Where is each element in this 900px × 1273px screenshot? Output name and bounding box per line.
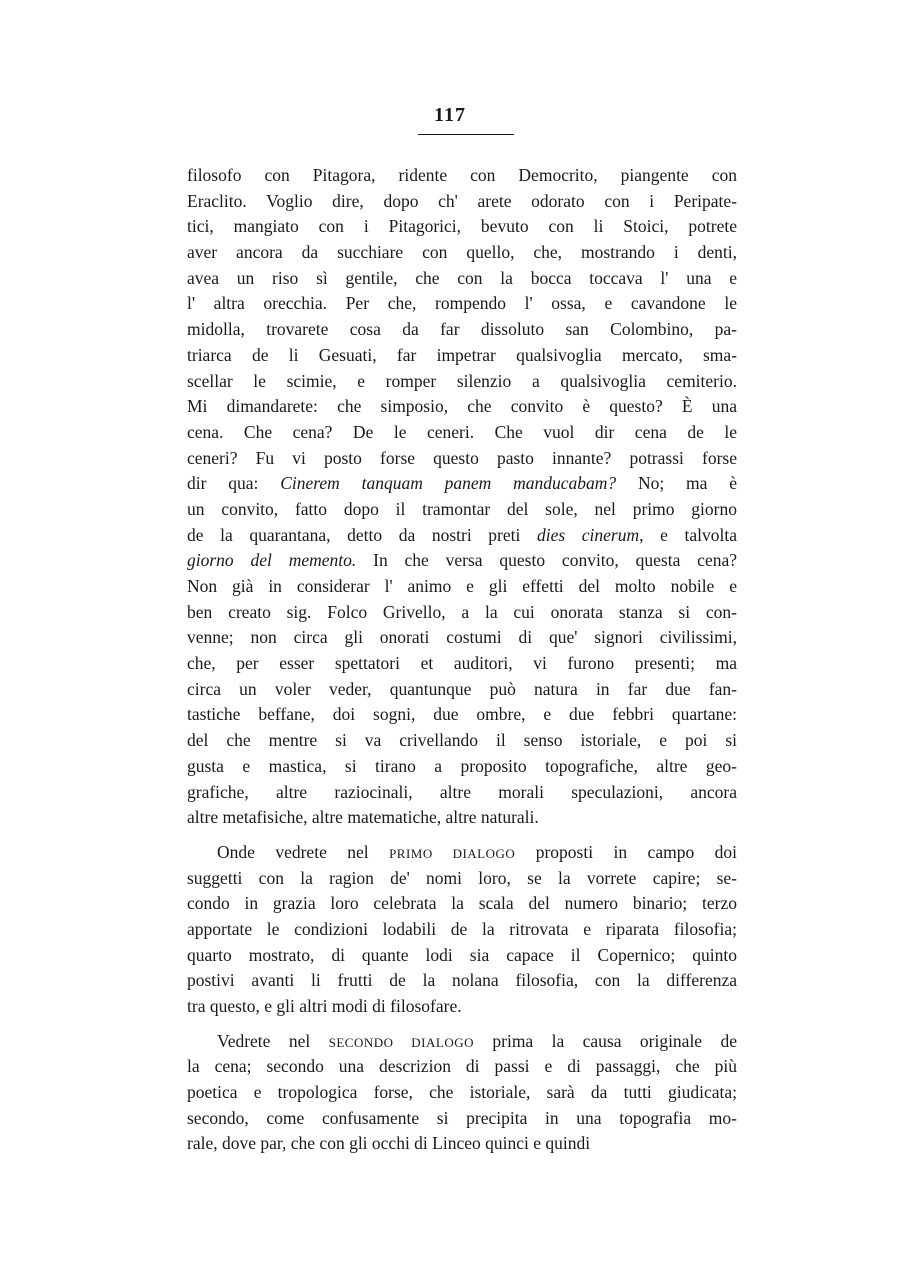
text-run: tra questo, e gli altri modi di filosofare. [187, 996, 462, 1016]
paragraph-p2 [187, 840, 737, 1020]
text-run: altre metafisiche, altre matematiche, altre naturali. [187, 807, 539, 828]
text-run: secondo, come confusamente si precipita in una topografia mo- [187, 1107, 737, 1128]
text-line [187, 497, 737, 523]
text-run: del che mentre si va crivellando il senso istoriale, e poi si [187, 730, 737, 751]
text-line [187, 780, 737, 806]
text-line [187, 702, 737, 728]
body-text [187, 163, 737, 1157]
text-line [187, 943, 737, 969]
text-run: che, per esser spettatori et auditori, vi furono presenti; ma [187, 653, 737, 674]
text-run: Cinerem tanquam panem manducabam? [280, 473, 617, 494]
text-line [187, 291, 737, 317]
text-run: PRIMO DIALOGO [389, 845, 516, 861]
text-run: filosofo con Pitagora, ridente con Democrito, piangente con [187, 165, 737, 185]
text-run: circa un voler veder, quantunque può natura in far due fan- [187, 678, 737, 699]
text-line [187, 600, 737, 626]
text-run: midolla, trovarete cosa da far dissoluto san Colombino, pa- [187, 319, 737, 340]
text-run: Mi dimandarete: che simposio, che convito è questo? È una [187, 396, 737, 417]
text-line [187, 1106, 737, 1132]
text-line [187, 625, 737, 651]
text-run: condo in grazia loro celebrata la scala del numero binario; terzo [187, 893, 737, 914]
text-run: scellar le scimie, e romper silenzio a qualsivoglia cemiterio. [187, 370, 737, 391]
text-line [187, 317, 737, 343]
text-run: quarto mostrato, di quante lodi sia capace il Copernico; quinto [187, 944, 737, 965]
text-line [187, 1080, 737, 1106]
text-run: triarca de li Gesuati, far impetrar qualsivoglia mercato, sma- [187, 344, 737, 365]
text-run: proposti in campo doi [515, 841, 737, 862]
text-run: , e talvolta [639, 524, 737, 545]
paragraph-gap [187, 831, 737, 840]
text-run: l' altra orecchia. Per che, rompendo l' ossa, e cavandone le [187, 293, 737, 314]
text-line [187, 891, 737, 917]
text-line [187, 240, 737, 266]
text-line [187, 866, 737, 892]
text-line [187, 574, 737, 600]
text-line [187, 677, 737, 703]
text-line [187, 754, 737, 780]
text-run: In che versa questo convito, questa cena? [356, 550, 737, 571]
text-line [187, 968, 737, 994]
text-line [187, 728, 737, 754]
text-run: de la quarantana, detto da nostri preti [187, 524, 537, 545]
text-line [187, 189, 737, 215]
text-run: la cena; secondo una descrizion di passi e di passaggi, che più [187, 1056, 737, 1077]
text-run: postivi avanti li frutti de la nolana filosofia, con la differenza [187, 970, 737, 991]
text-line [187, 471, 737, 497]
text-run: tastiche beffane, doi sogni, due ombre, e due febbri quartane: [187, 704, 737, 725]
page-number: 117 [434, 104, 466, 126]
text-line [187, 343, 737, 369]
text-run: Vedrete nel [217, 1030, 329, 1051]
text-line [187, 1029, 737, 1055]
text-line [187, 420, 737, 446]
text-line [187, 369, 737, 395]
text-run: dies cinerum [536, 524, 640, 545]
text-run: tici, mangiato con i Pitagorici, bevuto con li Stoici, potrete [187, 216, 737, 237]
text-line [187, 651, 737, 677]
text-line [187, 917, 737, 943]
text-run: avea un riso sì gentile, che con la bocca toccava l' una e [187, 267, 737, 288]
text-run: gusta e mastica, si tirano a proposito topografiche, altre geo- [187, 755, 737, 776]
text-run: suggetti con la ragion de' nomi loro, se la vorrete capire; se- [187, 867, 737, 888]
text-run: ceneri? Fu vi posto forse questo pasto innante? potrassi forse [187, 447, 737, 468]
text-line [187, 394, 737, 420]
text-line [187, 548, 737, 574]
text-line [187, 1054, 737, 1080]
text-run: SECONDO DIALOGO [328, 1034, 474, 1050]
paragraph-gap [187, 1020, 737, 1029]
text-line [187, 446, 737, 472]
text-run: dir qua: [187, 473, 281, 494]
text-run: poetica e tropologica forse, che istoriale, sarà da tutti giudicata; [187, 1082, 737, 1103]
text-run: rale, dove par, che con gli occhi di Linceo quinci e quindi [187, 1133, 591, 1154]
text-run: Non già in considerar l' animo e gli effetti del molto nobile e [187, 576, 737, 596]
text-run: un convito, fatto dopo il tramontar del sole, nel primo giorno [187, 498, 737, 519]
text-line [187, 214, 737, 240]
text-run: Onde vedrete nel [217, 841, 390, 862]
text-run: No; ma è [616, 473, 737, 494]
text-run: aver ancora da succhiare con quello, che, mostrando i denti, [187, 242, 737, 263]
text-line [187, 163, 737, 189]
text-run: giorno del memento. [187, 550, 357, 571]
text-run: Eraclito. Voglio dire, dopo ch' arete odorato con i Peripate- [187, 190, 737, 211]
text-line [187, 805, 737, 831]
text-line [187, 840, 737, 866]
text-run: apportate le condizioni lodabili de la ritrovata e riparata filosofia; [187, 918, 737, 939]
text-run: ben creato sig. Folco Grivello, a la cui onorata stanza si con- [187, 601, 737, 622]
text-run: grafiche, altre raziocinali, altre morali speculazioni, ancora [187, 781, 737, 802]
text-line [187, 994, 737, 1020]
text-run: cena. Che cena? De le ceneri. Che vuol dir cena de le [187, 421, 737, 442]
text-line [187, 1131, 737, 1157]
header-rule [418, 134, 514, 135]
paragraph-p3 [187, 1029, 737, 1157]
text-run: prima la causa originale de [473, 1030, 737, 1051]
text-run: venne; non circa gli onorati costumi di que' signori civilissimi, [187, 627, 737, 648]
text-line [187, 523, 737, 549]
text-line [187, 266, 737, 292]
paragraph-p1 [187, 163, 737, 831]
